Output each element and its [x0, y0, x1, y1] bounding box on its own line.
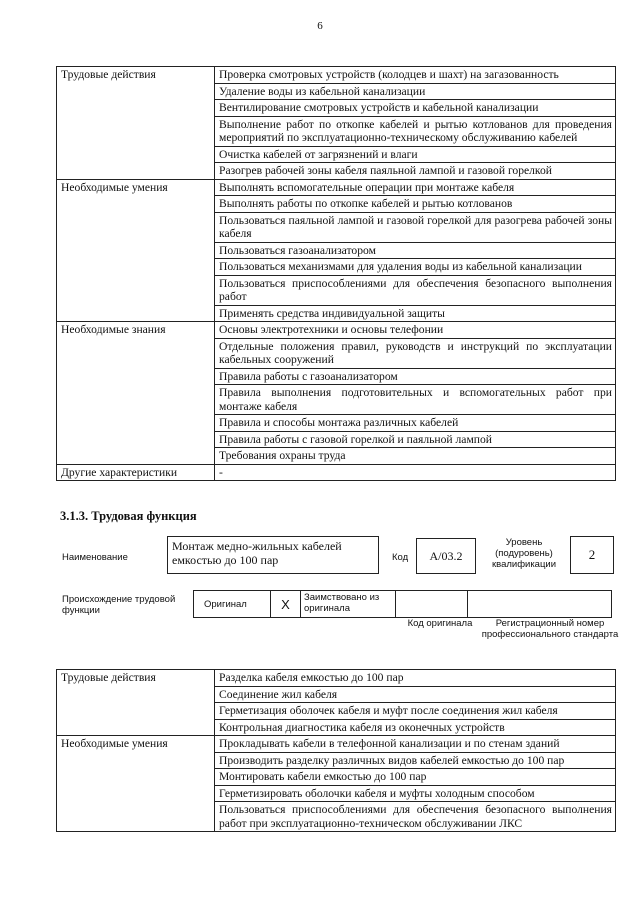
- row-value: Разделка кабеля емкостью до 100 пар: [215, 670, 616, 687]
- origin-row: [193, 590, 612, 618]
- competency-table-2: [56, 669, 616, 832]
- row-value: Производить разделку различных видов кабелей емкостью до 100 пар: [215, 752, 616, 769]
- competency-table-1: [56, 66, 616, 481]
- row-value: Пользоваться механизмами для удаления воды из кабельной канализации: [215, 259, 616, 276]
- row-label: Трудовые действия: [57, 670, 215, 736]
- table-row: [57, 670, 616, 687]
- row-value: Пользоваться приспособлениями для обеспечения безопасного выполнения работ при эксплуатационно-техническом обслуживании ЛКС: [215, 802, 616, 832]
- row-label: Трудовые действия: [57, 67, 215, 180]
- row-value: Правила выполнения подготовительных и вспомогательных работ при монтаже кабеля: [215, 385, 616, 415]
- row-value: Проверка смотровых устройств (колодцев и шахт) на загазованность: [215, 67, 616, 84]
- row-value: Контрольная диагностика кабеля из оконечных устройств: [215, 719, 616, 736]
- row-value: Пользоваться паяльной лампой и газовой горелкой для разогрева рабочей зоны кабеля: [215, 212, 616, 242]
- row-value: Разогрев рабочей зоны кабеля паяльной лампой и газовой горелкой: [215, 163, 616, 180]
- row-value: Герметизировать оболочки кабеля и муфты холодным способом: [215, 785, 616, 802]
- section-title: 3.1.3. Трудовая функция: [60, 509, 197, 523]
- row-value: Правила работы с газоанализатором: [215, 368, 616, 385]
- row-value: Вентилирование смотровых устройств и кабельной канализации: [215, 100, 616, 117]
- row-value: Применять средства индивидуальной защиты: [215, 305, 616, 322]
- row-label: Необходимые умения: [57, 179, 215, 322]
- page-number: 6: [317, 20, 323, 32]
- row-value: Требования охраны труда: [215, 448, 616, 465]
- row-value: Очистка кабелей от загрязнений и влаги: [215, 146, 616, 163]
- table-row: [57, 179, 616, 196]
- row-value: Пользоваться газоанализатором: [215, 242, 616, 259]
- row-value: Герметизация оболочек кабеля и муфт после соединения жил кабеля: [215, 703, 616, 720]
- function-name-field: Монтаж медно-жильных кабелей емкостью до 100 пар: [167, 536, 379, 574]
- table-row: [57, 322, 616, 339]
- row-value: Правила и способы монтажа различных кабелей: [215, 415, 616, 432]
- row-value: Правила работы с газовой горелкой и паяльной лампой: [215, 431, 616, 448]
- code-original-label: Код оригинала: [407, 618, 473, 629]
- reg-number-cell: [468, 591, 611, 617]
- row-value: Выполнение работ по откопке кабелей и рытью котлованов для проведения мероприятий по эксплуатационно-техническому обслуживанию кабелей: [215, 116, 616, 146]
- row-value: Отдельные положения правил, руководств и инструкций по эксплуатации кабельных сооружений: [215, 338, 616, 368]
- row-value: Соединение жил кабеля: [215, 686, 616, 703]
- row-value: -: [215, 464, 616, 481]
- original-mark: X: [271, 591, 301, 617]
- row-label: Необходимые знания: [57, 322, 215, 465]
- borrowed-label: Заимствовано из оригинала: [301, 591, 396, 617]
- row-label: Необходимые умения: [57, 736, 215, 832]
- row-value: Монтировать кабели емкостью до 100 пар: [215, 769, 616, 786]
- row-value: Прокладывать кабели в телефонной канализации и по стенам зданий: [215, 736, 616, 753]
- original-label: Оригинал: [204, 599, 247, 610]
- row-value: Выполнять вспомогательные операции при монтаже кабеля: [215, 179, 616, 196]
- function-code-field: A/03.2: [416, 538, 476, 574]
- reg-number-label: Регистрационный номер профессионального стандарта: [481, 618, 619, 640]
- table-row: [57, 67, 616, 84]
- table-row: [57, 464, 616, 481]
- row-label: Другие характеристики: [57, 464, 215, 481]
- name-label: Наименование: [62, 552, 128, 563]
- row-value: Основы электротехники и основы телефонии: [215, 322, 616, 339]
- level-label: Уровень (подуровень) квалификации: [491, 537, 557, 570]
- row-value: Удаление воды из кабельной канализации: [215, 83, 616, 100]
- table-row: [57, 736, 616, 753]
- code-original-cell: [396, 591, 468, 617]
- origin-label: Происхождение трудовой функции: [62, 594, 176, 616]
- level-field: 2: [570, 536, 614, 574]
- code-label: Код: [392, 552, 409, 563]
- row-value: Выполнять работы по откопке кабелей и рытью котлованов: [215, 196, 616, 213]
- original-cell: [194, 591, 271, 617]
- row-value: Пользоваться приспособлениями для обеспечения безопасного выполнения работ: [215, 275, 616, 305]
